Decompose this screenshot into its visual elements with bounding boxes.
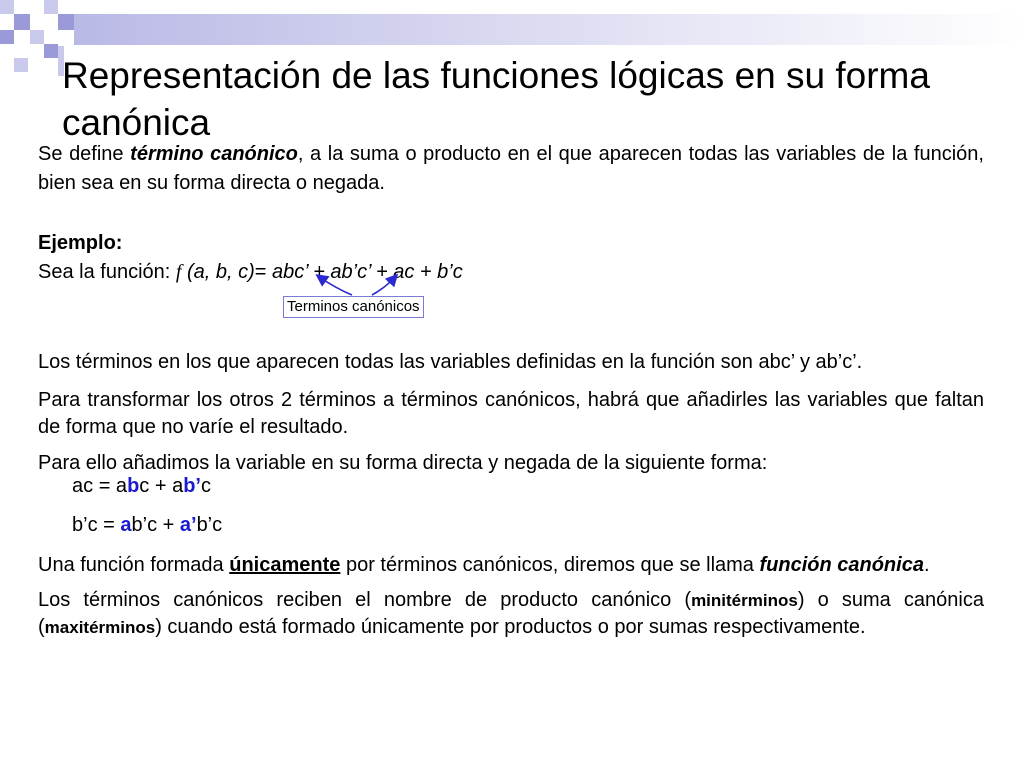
example-heading: Ejemplo: (38, 232, 123, 254)
definition-paragraph: Se define término canónico, a la suma o producto en el que aparecen todas las variables de la función, bien sea en su forma directa o negada. (38, 143, 984, 194)
page-title: Representación de las funciones lógicas en su forma canónica (62, 55, 930, 143)
arrow-to-abc (318, 276, 352, 295)
equation-bc: b’c = ab’c + a’b’c (72, 514, 223, 536)
example-function: Sea la función: f (a, b, c)= abc’ + ab’c’ + ac + b’c (38, 261, 463, 283)
defined-term: término canónico (130, 143, 298, 165)
paragraph-transform: Para transformar los otros 2 términos a términos canónicos, habrá que añadirles las variables que faltan de forma que no varíe el resultado. (38, 389, 984, 438)
equation-ac: ac = abc + ab’c (72, 475, 211, 497)
canonical-terms-label: Terminos canónicos (283, 296, 424, 318)
paragraph-minterms-maxterms: Los términos canónicos reciben el nombre de producto canónico (minitérminos) o suma canónica (maxitérminos) cuando está formado únicamente por productos o por sumas respectivamente. (38, 589, 984, 638)
function-expression: abc’ + ab’c’ + ac + b’c (272, 261, 463, 283)
arrow-to-abc2 (372, 276, 396, 295)
paragraph-canonical-function: Una función formada únicamente por términos canónicos, diremos que se llama función canónica. (38, 554, 930, 576)
paragraph-canonical-terms: Los términos en los que aparecen todas las variables definidas en la función son abc’ y ab’c’. (38, 351, 863, 373)
paragraph-add-variable: Para ello añadimos la variable en su forma directa y negada de la siguiente forma: (38, 452, 768, 474)
